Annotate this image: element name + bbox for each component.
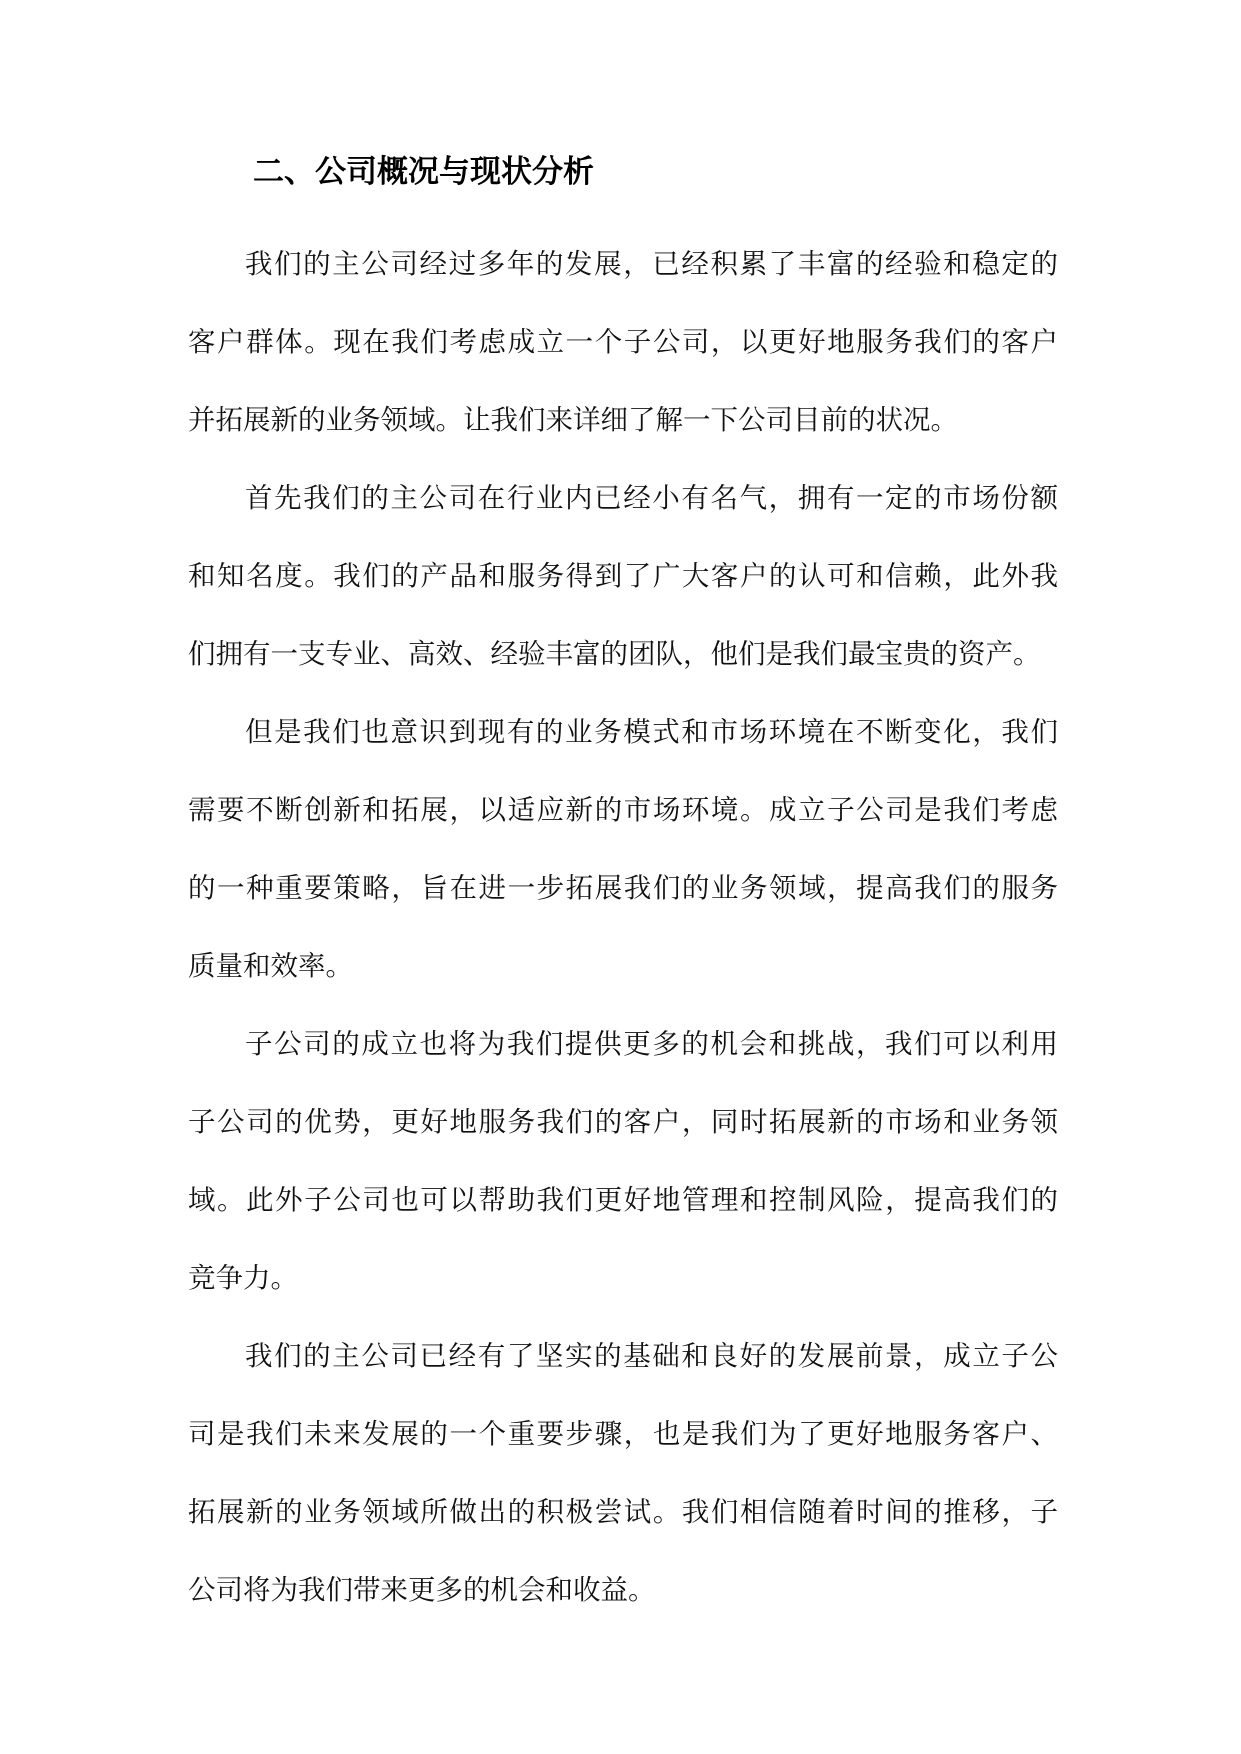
paragraph-line: 我们的主公司已经有了坚实的基础和良好的发展前景，成立子公 — [245, 1340, 1058, 1372]
paragraph — [188, 1005, 1058, 1317]
paragraph-line: 并拓展新的业务领域。让我们来详细了解一下公司目前的状况。 — [188, 404, 958, 436]
section-heading: 二、公司概况与现状分析 — [253, 154, 594, 190]
paragraph-line: 子公司的优势，更好地服务我们的客户，同时拓展新的市场和业务领 — [188, 1106, 1058, 1138]
paragraph-line: 首先我们的主公司在行业内已经小有名气，拥有一定的市场份额 — [245, 482, 1058, 514]
paragraph-line: 客户群体。现在我们考虑成立一个子公司，以更好地服务我们的客户 — [188, 326, 1058, 358]
paragraph-line: 域。此外子公司也可以帮助我们更好地管理和控制风险，提高我们的 — [188, 1184, 1058, 1216]
paragraph-line: 质量和效率。 — [188, 950, 353, 982]
paragraph-line: 公司将为我们带来更多的机会和收益。 — [188, 1574, 656, 1606]
paragraph — [188, 1317, 1058, 1629]
paragraph — [188, 225, 1058, 459]
paragraph-line: 需要不断创新和拓展，以适应新的市场环境。成立子公司是我们考虑 — [188, 794, 1058, 826]
paragraph-line: 的一种重要策略，旨在进一步拓展我们的业务领域，提高我们的服务 — [188, 872, 1058, 904]
paragraph-line: 们拥有一支专业、高效、经验丰富的团队，他们是我们最宝贵的资产。 — [188, 638, 1041, 670]
paragraph-line: 和知名度。我们的产品和服务得到了广大客户的认可和信赖，此外我 — [188, 560, 1058, 592]
paragraph-line: 子公司的成立也将为我们提供更多的机会和挑战，我们可以利用 — [245, 1028, 1058, 1060]
document-body — [188, 225, 1058, 1629]
paragraph — [188, 459, 1058, 693]
paragraph-line: 我们的主公司经过多年的发展，已经积累了丰富的经验和稳定的 — [245, 248, 1058, 280]
paragraph-line: 拓展新的业务领域所做出的积极尝试。我们相信随着时间的推移，子 — [188, 1496, 1058, 1528]
paragraph — [188, 693, 1058, 1005]
paragraph-line: 竞争力。 — [188, 1262, 298, 1294]
paragraph-line: 但是我们也意识到现有的业务模式和市场环境在不断变化，我们 — [245, 716, 1058, 748]
paragraph-line: 司是我们未来发展的一个重要步骤，也是我们为了更好地服务客户、 — [188, 1418, 1058, 1450]
